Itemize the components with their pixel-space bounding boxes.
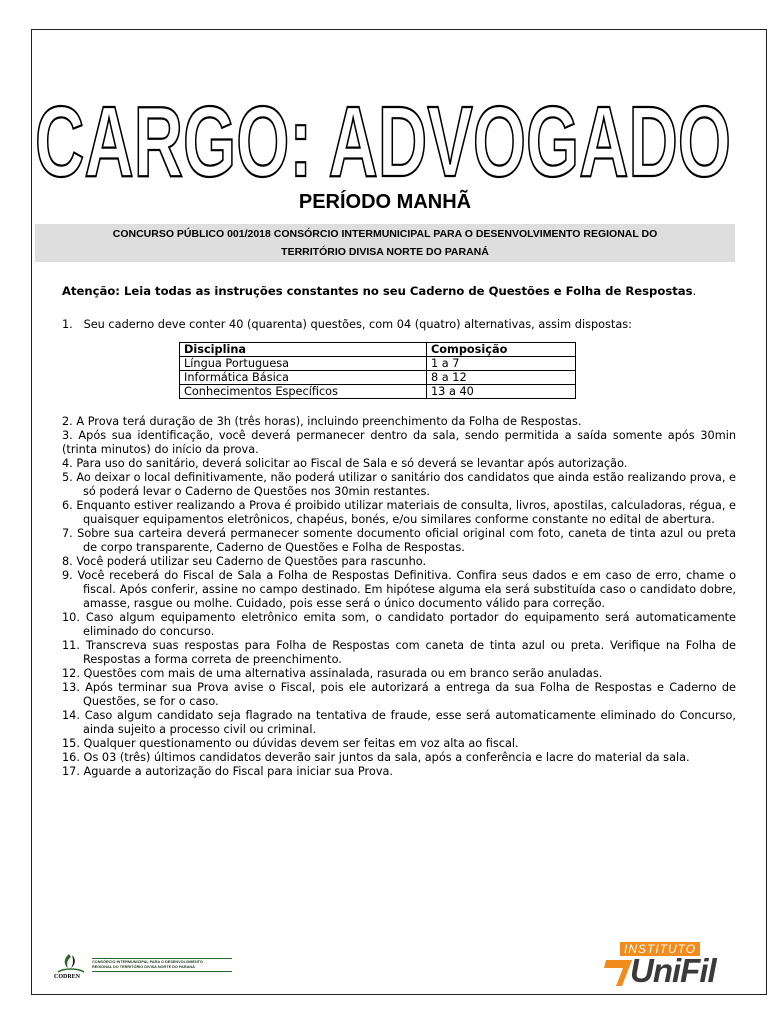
table-cell: 8 a 12 bbox=[427, 371, 576, 385]
unifil-logo bbox=[600, 942, 730, 990]
instruction-list bbox=[62, 415, 736, 779]
concurso-line-2: TERRITÓRIO DIVISA NORTE DO PARANÁ bbox=[281, 246, 489, 258]
instruction-text: Seu caderno deve conter 40 (quarenta) questões, com 04 (quatro) alternativas, assim dispostas: bbox=[83, 318, 632, 331]
instruction-item-11: 11. Transcreva suas respostas para Folha de Respostas com caneta de tinta azul ou preta. Verifique na Folha de Respostas a forma correta de preenchimento. bbox=[62, 639, 736, 666]
discipline-table bbox=[179, 342, 576, 399]
codren-text-line-2: REGIONAL DO TERRITÓRIO DIVISA NORTE DO PARANÁ bbox=[92, 965, 195, 969]
table-cell: 1 a 7 bbox=[427, 357, 576, 371]
table-row bbox=[180, 357, 576, 371]
table-header-composicao: Composição bbox=[427, 343, 576, 357]
instruction-item-3: 3. Após sua identificação, você deverá permanecer dentro da sala, sendo permitida a saída somente após 30min (trinta minutos) do início da prova. bbox=[62, 429, 736, 456]
cargo-title bbox=[0, 60, 770, 190]
table-cell: Informática Básica bbox=[180, 371, 427, 385]
codren-label: CODREN bbox=[54, 974, 81, 980]
instruction-item-2: 2. A Prova terá duração de 3h (três horas), incluindo preenchimento da Folha de Respostas. bbox=[62, 415, 582, 428]
unifil-instituto-label: INSTITUTO bbox=[620, 942, 700, 956]
concurso-band bbox=[35, 224, 735, 262]
instruction-number: 1. bbox=[62, 318, 73, 331]
instruction-item-14: 14. Caso algum candidato seja flagrado na tentativa de fraude, esse será automaticamente eliminado do Concurso, ainda sujeito a processo civil ou criminal. bbox=[62, 709, 736, 736]
instruction-item-9: 9. Você receberá do Fiscal de Sala a Folha de Respostas Definitiva. Confira seus dados e em caso de erro, chame o fiscal. Após conferir, assine no campo destinado. Em hipótese alguma ela será substituída caso o candidato dobre, amasse, rasgue ou molhe. Cuidado, pois esse será o único documento válido para correção. bbox=[62, 569, 736, 610]
cargo-title-text: CARGO: ADVOGADO bbox=[35, 86, 731, 190]
instruction-item-5: 5. Ao deixar o local definitivamente, não poderá utilizar o sanitário dos candidatos que ainda estão realizando prova, e só poderá levar o Caderno de Questões nos 30min restantes. bbox=[62, 471, 736, 498]
table-header-row bbox=[180, 343, 576, 357]
instruction-item-10: 10. Caso algum equipamento eletrônico emita som, o candidato portador do equipamento será automaticamente eliminado do concurso. bbox=[62, 611, 736, 638]
instruction-item-17: 17. Aguarde a autorização do Fiscal para iniciar sua Prova. bbox=[62, 765, 394, 778]
attention-text: Atenção: Leia todas as instruções constantes no seu Caderno de Questões e Folha de Respostas bbox=[62, 284, 693, 298]
unifil-name: UniFil bbox=[630, 952, 716, 989]
table-cell: Língua Portuguesa bbox=[180, 357, 427, 371]
periodo-heading: PERÍODO MANHÃ bbox=[298, 191, 472, 213]
instruction-item-6: 6. Enquanto estiver realizando a Prova é proibido utilizar materiais de consulta, livros, apostilas, calculadoras, régua, e quaisquer equipamentos eletrônicos, chapéus, bonés, e/ou similares conforme constante no edital de abertura. bbox=[62, 499, 736, 526]
instruction-item-12: 12. Questões com mais de uma alternativa assinalada, rasurada ou em branco serão anuladas. bbox=[62, 667, 603, 680]
instruction-item-15: 15. Qualquer questionamento ou dúvidas devem ser feitas em voz alta ao fiscal. bbox=[62, 737, 519, 750]
table-row bbox=[180, 385, 576, 399]
concurso-line-1: CONCURSO PÚBLICO 001/2018 CONSÓRCIO INTERMUNICIPAL PARA O DESENVOLVIMENTO REGIONAL DO bbox=[112, 228, 658, 240]
instruction-item-7: 7. Sobre sua carteira deverá permanecer somente documento oficial original com foto, caneta de tinta azul ou preta de corpo transparente, Caderno de Questões e Folha de Respostas. bbox=[62, 527, 736, 554]
table-cell: Conhecimentos Específicos bbox=[180, 385, 427, 399]
instructions-content bbox=[62, 284, 736, 779]
table-header-disciplina: Disciplina bbox=[180, 343, 427, 357]
attention-period: . bbox=[692, 284, 697, 298]
instruction-item-13: 13. Após terminar sua Prova avise o Fiscal, pois ele autorizará a entrega da sua Folha de Respostas e Caderno de Questões, se for o caso. bbox=[62, 681, 736, 708]
instruction-item-1 bbox=[62, 318, 736, 332]
codren-logo-block bbox=[54, 952, 234, 982]
instruction-item-4: 4. Para uso do sanitário, deverá solicitar ao Fiscal de Sala e só deverá se levantar após autorização. bbox=[62, 457, 628, 470]
codren-text-line-1: CONSÓRCIO INTERMUNICIPAL PARA O DESENVOLVIMENTO bbox=[92, 960, 203, 964]
table-cell: 13 a 40 bbox=[427, 385, 576, 399]
instruction-item-8: 8. Você poderá utilizar seu Caderno de Questões para rascunho. bbox=[62, 555, 427, 568]
codren-text bbox=[92, 958, 232, 972]
instruction-item-16: 16. Os 03 (três) últimos candidatos deverão sair juntos da sala, após a conferência e lacre do material da sala. bbox=[62, 751, 690, 764]
table-row bbox=[180, 371, 576, 385]
attention-notice bbox=[62, 284, 736, 298]
